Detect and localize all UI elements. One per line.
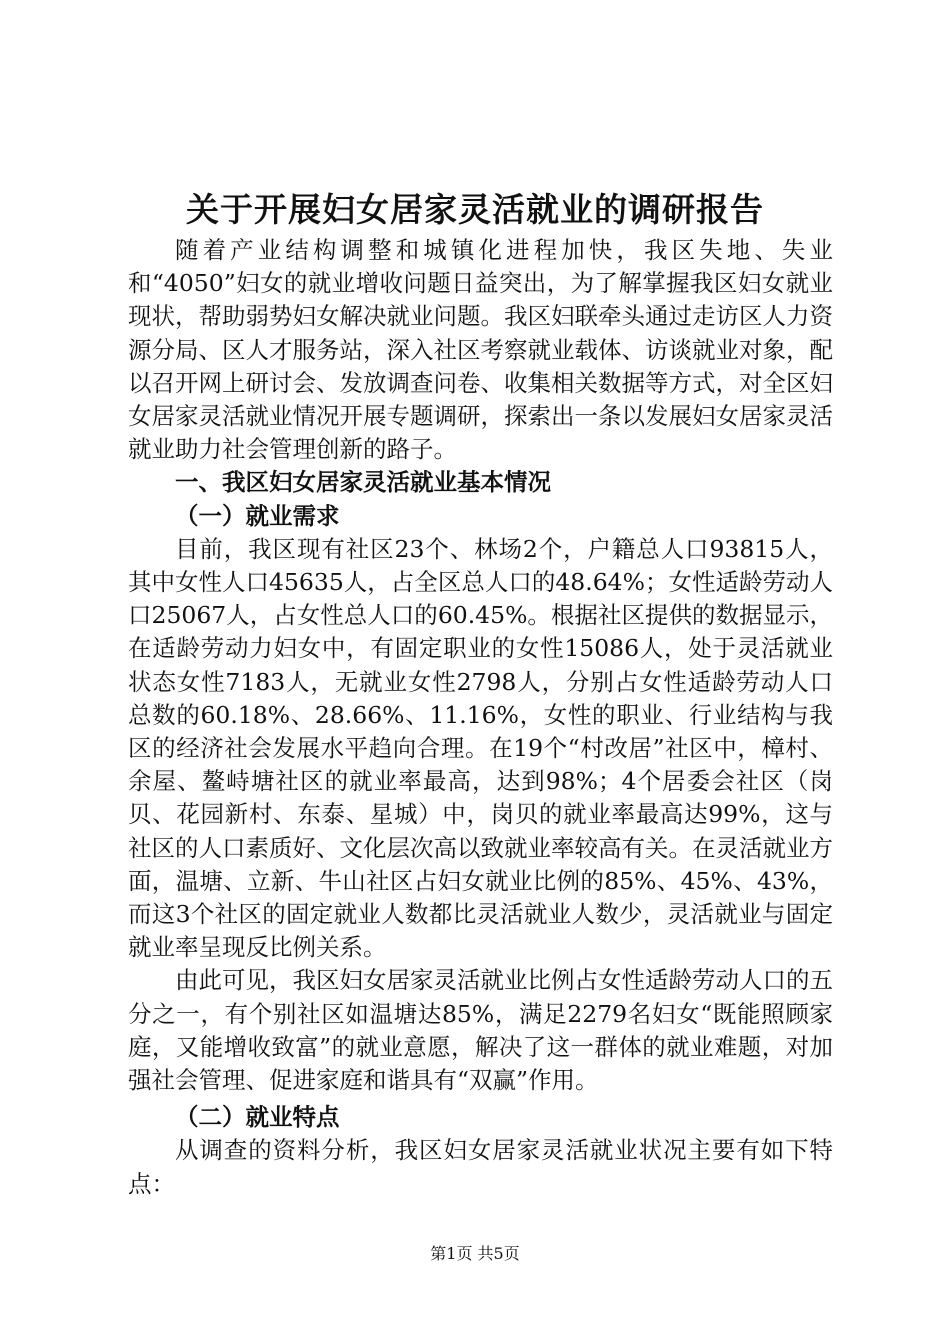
section-heading-basic-situation: 一、我区妇女居家灵活就业基本情况 [175,468,551,497]
document-title: 关于开展妇女居家灵活就业的调研报告 [186,190,764,229]
document-body [128,234,833,1201]
employment-features-paragraph: 从调查的资料分析，我区妇女居家灵活就业状况主要有如下特点： [128,1136,833,1198]
subsection-heading-employment-demand: （一）就业需求 [175,501,340,530]
subsection-heading-employment-features: （二）就业特点 [175,1103,340,1132]
conclusion-paragraph: 由此可见，我区妇女居家灵活就业比例占女性适龄劳动人口的五分之一，有个别社区如温塘达85%，满足2279名妇女“既能照顾家庭，又能增收致富”的就业意愿，解决了这一群体的就业难题，对加强社会管理、促进家庭和谐具有“双赢”作用。 [128,966,833,1095]
intro-paragraph: 随着产业结构调整和城镇化进程加快，我区失地、失业和“4050”妇女的就业增收问题日益突出，为了解掌握我区妇女就业现状，帮助弱势妇女解决就业问题。我区妇联牵头通过走访区人力资源分局、区人才服务站，深入社区考察就业载体、访谈就业对象，配以召开网上研讨会、发放调查问卷、收集相关数据等方式，对全区妇女居家灵活就业情况开展专题调研，探索出一条以发展妇女居家灵活就业助力社会管理创新的路子。 [128,236,833,464]
employment-demand-paragraph: 目前，我区现有社区23个、林场2个，户籍总人口93815人，其中女性人口45635人，占全区总人口的48.64%；女性适龄劳动人口25067人，占女性总人口的60.45%。根据社区提供的数据显示，在适龄劳动力妇女中，有固定职业的女性15086人，处于灵活就业状态女性7183人，无就业女性2798人，分别占女性适龄劳动人口总数的60.18%、28.66%、11.16%，女性的职业、行业结构与我区的经济社会发展水平趋向合理。在19个“村改居”社区中，樟村、余屋、鳌峙塘社区的就业率最高，达到98%；4个居委会社区（岗贝、花园新村、东泰、星城）中，岗贝的就业率最高达99%，这与社区的人口素质好、文化层次高以致就业率较高有关。在灵活就业方面，温塘、立新、牛山社区占妇女就业比例的85%、45%、43%，而这3个社区的固定就业人数都比灵活就业人数少，灵活就业与固定就业率呈现反比例关系。 [128,534,833,962]
page-footer: 第1页 共5页 [430,1244,520,1263]
